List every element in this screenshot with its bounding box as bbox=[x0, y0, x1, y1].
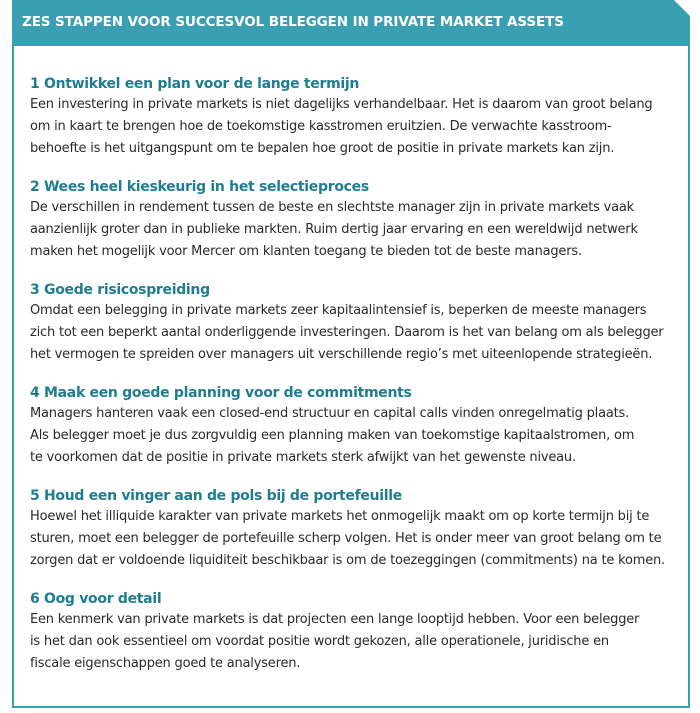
info-box bbox=[12, 0, 690, 708]
step-body bbox=[30, 609, 680, 675]
step-text-line: Hoewel het illiquide karakter van private markets het onmogelijk maakt om op korte termijn bij te bbox=[30, 509, 650, 524]
header-corner-notch bbox=[674, 0, 690, 16]
box-header bbox=[14, 2, 688, 46]
step-text-line: het vermogen te spreiden over managers uit verschillende regio’s met uiteenlopende strategieën. bbox=[30, 347, 653, 362]
step-body bbox=[30, 94, 680, 160]
step-title: 5 Houd een vinger aan de pols bij de portefeuille bbox=[30, 488, 402, 504]
step-text-line: Een kenmerk van private markets is dat projecten een lange looptijd hebben. Voor een belegger bbox=[30, 612, 640, 627]
step-body bbox=[30, 300, 680, 366]
step-6 bbox=[30, 589, 680, 675]
step-2 bbox=[30, 177, 680, 263]
step-3 bbox=[30, 280, 680, 366]
step-text-line: te voorkomen dat de positie in private markets sterk afwijkt van het gewenste niveau. bbox=[30, 450, 576, 465]
step-text-line: zorgen dat er voldoende liquiditeit beschikbaar is om de toezeggingen (commitments) na te komen. bbox=[30, 553, 665, 568]
step-text-line: sturen, moet een belegger de portefeuille scherp volgen. Het is onder meer van groot belang om te bbox=[30, 531, 662, 546]
step-title: 1 Ontwikkel een plan voor de lange termijn bbox=[30, 76, 360, 92]
step-text-line: is het dan ook essentieel om voordat positie wordt gekozen, alle operationele, juridische en bbox=[30, 634, 609, 649]
step-body bbox=[30, 506, 680, 572]
step-text-line: aanzienlijk groter dan in publieke markten. Ruim dertig jaar ervaring en een wereldwijd netwerk bbox=[30, 222, 638, 237]
step-4 bbox=[30, 383, 680, 469]
step-text-line: Managers hanteren vaak een closed-end structuur en capital calls vinden onregelmatig plaats. bbox=[30, 406, 630, 421]
step-1 bbox=[30, 74, 680, 160]
step-text-line: om in kaart te brengen hoe de toekomstige kasstromen eruitzien. De verwachte kasstroom- bbox=[30, 119, 612, 134]
step-title: 6 Oog voor detail bbox=[30, 591, 162, 607]
step-title: 3 Goede risicospreiding bbox=[30, 282, 210, 298]
step-text-line: Omdat een belegging in private markets zeer kapitaalintensief is, beperken de meeste managers bbox=[30, 303, 647, 318]
step-body bbox=[30, 197, 680, 263]
step-title: 4 Maak een goede planning voor de commitments bbox=[30, 385, 412, 401]
step-text-line: zich tot een beperkt aantal onderliggende investeringen. Daarom is het van belang om als belegger bbox=[30, 325, 664, 340]
step-text-line: fiscale eigenschappen goed te analyseren. bbox=[30, 656, 301, 671]
step-text-line: Als belegger moet je dus zorgvuldig een planning maken van toekomstige kapitaalstromen, om bbox=[30, 428, 635, 443]
step-text-line: maken het mogelijk voor Mercer om klanten toegang te bieden tot de beste managers. bbox=[30, 244, 582, 259]
step-text-line: De verschillen in rendement tussen de beste en slechtste manager zijn in private markets vaak bbox=[30, 200, 634, 215]
step-text-line: behoefte is het uitgangspunt om te bepalen hoe groot de positie in private markets kan zijn. bbox=[30, 141, 615, 156]
step-body bbox=[30, 403, 680, 469]
steps-list bbox=[30, 74, 680, 692]
step-title: 2 Wees heel kieskeurig in het selectieproces bbox=[30, 179, 369, 195]
step-text-line: Een investering in private markets is niet dagelijks verhandelbaar. Het is daarom van groot belang bbox=[30, 97, 653, 112]
box-title: ZES STAPPEN VOOR SUCCESVOL BELEGGEN IN PRIVATE MARKET ASSETS bbox=[22, 14, 564, 30]
step-5 bbox=[30, 486, 680, 572]
